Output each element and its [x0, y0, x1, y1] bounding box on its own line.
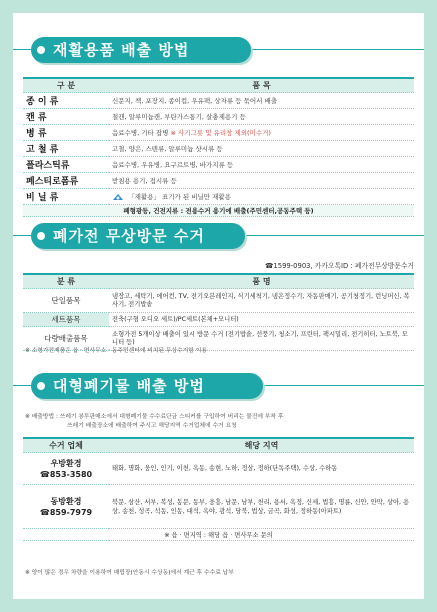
header-col2: 해당 지역	[109, 438, 414, 453]
row-category: 단일품목	[23, 289, 109, 313]
row-category: 고 철 류	[23, 141, 109, 157]
table-header	[23, 438, 414, 453]
row-items: 신문지, 책, 포장지, 종이컵, 우유팩, 상자류 등 묶어서 배출	[109, 93, 414, 109]
row-items-text: 음료수병, 기타 잡병	[112, 129, 169, 137]
table-footer	[23, 529, 414, 541]
row-items-text: 「재활용」 표기가 된 비닐만 재활용	[128, 193, 231, 201]
row-items: 고철, 양은, 스텐류, 알루미늄 샷시류 등	[109, 141, 414, 157]
row-category: 캔 류	[23, 109, 109, 125]
collector-cell	[23, 453, 109, 485]
row-items: 냉장고, 세탁기, 에어컨, TV, 전기오븐레인지, 식기세척기, 냉온정수기, 자동판매기, 공기청정기, 런닝머신, 복사기, 전기밥솥	[109, 289, 414, 313]
footer-text: ※ 읍 · 면지역 : 해당 읍 · 면사무소 문의	[23, 529, 414, 541]
header-col1: 수거 업체	[23, 438, 109, 453]
row-warning: ※ 사기그릇 및 유리창 제외(미수거)	[170, 129, 271, 137]
header-col1: 구 분	[23, 78, 109, 93]
table-row	[23, 109, 414, 125]
section1-title-text: 재활용품 배출 방법	[53, 41, 190, 59]
bullet-icon	[37, 382, 45, 390]
collector-area: 태화, 명화, 웅인, 인기, 이천, 옥동, 송현, 노하, 정삼, 정하(단독주택), 수상, 수하동	[109, 453, 414, 485]
table-header	[23, 274, 414, 289]
table-footer	[23, 205, 414, 217]
row-items: 받침용 용기, 접시류 등	[109, 173, 414, 189]
recycle-logo-icon	[112, 193, 124, 201]
row-items	[109, 125, 414, 141]
row-category: 다량배출품목	[23, 327, 109, 351]
table-row	[23, 157, 414, 173]
bullet-icon	[37, 232, 45, 240]
section2-title-text: 폐가전 무상방문 수거	[53, 227, 205, 245]
table-row	[23, 93, 414, 109]
note-line: 쓰레기 배출장소에 배출하여 주시고 해당지역 수거업체에 수거 요청	[67, 423, 237, 429]
table-row	[23, 141, 414, 157]
section3-title	[31, 373, 263, 399]
section1-title	[31, 37, 251, 63]
row-items	[109, 189, 414, 205]
bullet-icon	[37, 46, 45, 54]
section3-title-text: 대형폐기물 배출 방법	[53, 377, 205, 395]
row-items: 음료수병, 우유병, 요구르트병, 바가지류 등	[109, 157, 414, 173]
row-category: 플라스틱류	[23, 157, 109, 173]
section2-title	[31, 223, 245, 249]
recycling-table	[23, 77, 414, 217]
table-row	[23, 453, 414, 485]
page	[13, 13, 424, 599]
table-row	[23, 485, 414, 529]
header-col1: 분 류	[23, 274, 109, 289]
collector-table	[23, 437, 414, 541]
collector-phone: ☎853-3580	[39, 469, 93, 479]
row-category: 비 닐 류	[23, 189, 109, 205]
table-row	[23, 313, 414, 327]
row-items: 철캔, 알루미늄캔, 부탄가스통기, 살충제용기 등	[109, 109, 414, 125]
collector-area: 북문, 삼산, 서부, 복성, 동문, 동부, 웅흥, 남문, 남부, 천리, 용서, 옥정, 신세, 법흥, 명륜, 신안, 안막, 상아, 용상, 송천, 성곡, 석동, 인동, 대석, 옥야, 광석, 당북, 법상, 금곡, 화성, 정하동(아파트)	[109, 485, 414, 529]
appliance-table	[23, 273, 414, 351]
header-col2: 품 명	[109, 274, 414, 289]
table-row	[23, 173, 414, 189]
row-category: 종 이 류	[23, 93, 109, 109]
bottom-note: ※ 양이 많은 경우 차량을 이용하여 매립장(안동시 수상동)에서 계근 후 수수료 납부	[25, 570, 234, 576]
disposal-method-note	[25, 413, 284, 431]
row-items: 전축(구형 오디오 세트)/PC세트(본체+모니터)	[109, 313, 414, 327]
footer-text: 폐형광등, 건전지류 : 전용수거 용기에 배출(주민센터,공동주택 등)	[23, 205, 414, 217]
row-items: 소형가전 5개이상 배출이 있시 방문 수거 (전기밥솥, 선풍기, 청소기, 프린터, 팩시밀리, 전기히터, 노트북, 모니터 등)	[109, 327, 414, 351]
contact-info: ☎1599-0903, 카카오톡ID : 폐가전무상방문수거	[264, 262, 414, 270]
collector-phone: ☎859-7979	[39, 507, 93, 517]
collector-name: 우방환경	[50, 458, 82, 468]
row-category: 병 류	[23, 125, 109, 141]
table-header	[23, 78, 414, 93]
row-category: 페스티로폼류	[23, 173, 109, 189]
table-row	[23, 189, 414, 205]
appliance-note: ※ 소형가전제품은 읍 · 면사무소 · 동주민센터에 비치된 무상수거함 이용	[25, 348, 207, 354]
collector-cell	[23, 485, 109, 529]
header-col2: 품 목	[109, 78, 414, 93]
row-category: 세트품목	[23, 313, 109, 327]
collector-name: 동방환경	[50, 496, 82, 506]
note-line: ※ 배출방법 : 쓰레기 봉투판매소에서 대형폐기물 수수료단금 스티커를 구입하여 버리는 물건에 부착 후	[25, 414, 284, 420]
table-row	[23, 125, 414, 141]
table-row	[23, 289, 414, 313]
